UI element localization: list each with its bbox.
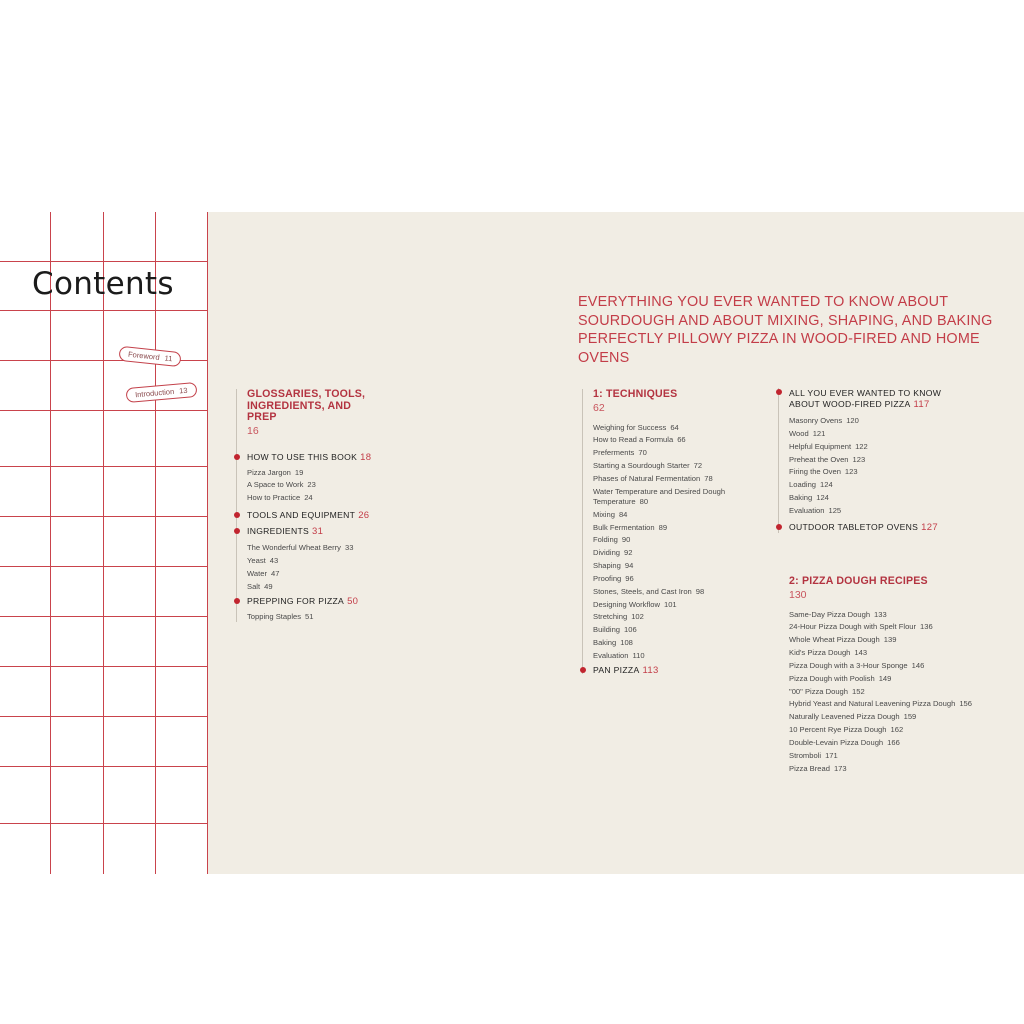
item-label: Same-Day Pizza Dough <box>789 609 871 619</box>
item-label: Folding <box>593 535 618 545</box>
item-page: 72 <box>693 461 703 471</box>
list-item[interactable] <box>789 634 1009 647</box>
item-page: 149 <box>878 673 892 683</box>
item-label: Preheat the Oven <box>789 454 849 464</box>
item-label: Phases of Natural Fermentation <box>593 473 701 483</box>
item-label: Stromboli <box>789 750 822 760</box>
list-item[interactable] <box>247 568 382 581</box>
item-label: Firing the Oven <box>789 467 841 477</box>
list-item[interactable] <box>593 586 763 599</box>
item-page: 84 <box>618 509 628 519</box>
item-label: Mixing <box>593 509 615 519</box>
tab-page: 11 <box>164 353 173 364</box>
list-item[interactable] <box>593 560 763 573</box>
item-page: 89 <box>658 522 668 532</box>
item-page: 23 <box>307 480 316 490</box>
section-glossaries <box>247 389 382 624</box>
page-title: Contents <box>32 266 174 302</box>
item-page: 64 <box>670 422 679 432</box>
tagline: EVERYTHING YOU EVER WANTED TO KNOW ABOUT SOURDOUGH AND ABOUT MIXING, SHAPING, AND BAKING PERFECTLY PILLOWY PIZZA IN WOOD-FIRED AND HOME OVENS <box>578 294 993 366</box>
item-label: Loading <box>789 480 817 490</box>
bullet-dot <box>776 389 782 395</box>
item-label: "00" Pizza Dough <box>789 686 849 696</box>
grid-panel <box>0 212 208 874</box>
subsection-title-cont: ABOUT WOOD-FIRED PIZZA <box>789 398 911 409</box>
list-item[interactable] <box>247 467 382 480</box>
list-item[interactable] <box>789 454 1009 467</box>
list-item[interactable] <box>593 522 763 535</box>
list-item[interactable] <box>789 698 1009 711</box>
item-page: 101 <box>663 599 677 609</box>
list-item[interactable] <box>593 624 763 637</box>
item-label: Double-Levain Pizza Dough <box>789 737 884 747</box>
subsection-page: 26 <box>358 510 370 522</box>
item-page: 49 <box>264 581 273 591</box>
list-item[interactable] <box>593 534 763 547</box>
tab-label: Introduction <box>134 386 175 400</box>
tab-label: Foreword <box>127 349 161 362</box>
bullet-dot <box>234 512 240 518</box>
subsection-heading[interactable] <box>247 596 382 607</box>
bullet-dot <box>580 667 586 673</box>
list-item[interactable] <box>247 611 382 624</box>
item-page: 139 <box>883 635 897 645</box>
item-label: Building <box>593 625 621 635</box>
section-wood-fired <box>789 388 1009 533</box>
subsection-page: 31 <box>312 526 324 538</box>
item-page: 136 <box>920 622 933 632</box>
item-page: 90 <box>621 535 631 545</box>
item-page: 43 <box>269 555 279 565</box>
section-title: GLOSSARIES, TOOLS, INGREDIENTS, AND PREP <box>247 388 366 423</box>
list-item[interactable] <box>789 711 1009 724</box>
item-label: Dividing <box>593 548 621 558</box>
item-page: 66 <box>677 435 686 445</box>
list-item[interactable] <box>789 750 1009 763</box>
item-label: How to Read a Formula <box>593 435 674 445</box>
bullet-dot <box>776 524 782 530</box>
item-label-cont: Temperature <box>593 496 636 506</box>
item-label: Baking <box>593 638 617 648</box>
list-item[interactable] <box>247 542 382 555</box>
item-label: Naturally Leavened Pizza Dough <box>789 712 900 722</box>
item-label: Yeast <box>247 555 266 565</box>
section-page: 130 <box>789 588 807 601</box>
item-page: 94 <box>624 561 634 571</box>
list-item[interactable] <box>593 447 763 460</box>
section-page: 16 <box>247 424 259 437</box>
list-item[interactable] <box>789 660 1009 673</box>
item-page: 166 <box>887 737 900 747</box>
item-page: 152 <box>852 686 865 696</box>
item-label: Kid's Pizza Dough <box>789 648 851 658</box>
subsection-heading[interactable] <box>789 388 1009 410</box>
list-item[interactable] <box>593 547 763 560</box>
item-label: Shaping <box>593 561 621 571</box>
tab-page: 13 <box>178 385 188 396</box>
item-page: 96 <box>625 573 634 583</box>
item-label: Wood <box>789 428 809 438</box>
subsection-page: 18 <box>360 451 372 463</box>
item-page: 33 <box>344 543 354 553</box>
item-page: 122 <box>855 441 868 451</box>
list-item[interactable] <box>789 466 1009 479</box>
list-item[interactable] <box>789 686 1009 699</box>
item-page: 47 <box>270 568 280 578</box>
list-item[interactable] <box>789 621 1009 634</box>
item-label: The Wonderful Wheat Berry <box>247 543 341 553</box>
item-label: Hybrid Yeast and Natural Leavening Pizza Dough <box>789 699 956 709</box>
list-item[interactable] <box>789 737 1009 750</box>
list-item[interactable] <box>247 492 382 505</box>
item-label: 24-Hour Pizza Dough with Spelt Flour <box>789 622 917 632</box>
item-label: Water Temperature and Desired Dough <box>593 486 726 496</box>
subsection-heading[interactable] <box>593 665 763 676</box>
item-page: 124 <box>816 493 829 503</box>
item-page: 70 <box>638 448 647 458</box>
item-label: Bulk Fermentation <box>593 522 655 532</box>
item-page: 125 <box>828 505 842 515</box>
section-techniques <box>593 389 763 676</box>
subsection-heading[interactable] <box>247 510 382 521</box>
item-label: Preferments <box>593 448 635 458</box>
list-item[interactable] <box>593 611 763 624</box>
list-item[interactable] <box>593 637 763 650</box>
item-label: Pizza Bread <box>789 763 830 773</box>
item-label: Designing Workflow <box>593 599 660 609</box>
section-page: 62 <box>593 401 605 414</box>
list-item[interactable] <box>593 460 763 473</box>
list-item[interactable] <box>789 492 1009 505</box>
list-item[interactable] <box>789 428 1009 441</box>
list-item[interactable] <box>789 673 1009 686</box>
item-label: Masonry Ovens <box>789 416 843 425</box>
item-page: 98 <box>695 586 705 596</box>
item-page: 108 <box>620 638 633 648</box>
subsection-title: PAN PIZZA <box>593 664 640 675</box>
list-item[interactable] <box>789 479 1009 492</box>
subsection-title: OUTDOOR TABLETOP OVENS <box>789 521 919 532</box>
item-label: Helpful Equipment <box>789 441 852 451</box>
item-page: 80 <box>639 496 649 506</box>
section-title: 1: TECHNIQUES <box>593 388 678 400</box>
list-item[interactable] <box>593 650 763 663</box>
subsection-page: 50 <box>347 596 359 608</box>
item-page: 133 <box>874 609 887 619</box>
item-page: 110 <box>632 651 645 660</box>
item-page: 120 <box>846 416 859 425</box>
item-page: 162 <box>890 725 904 735</box>
subsection-title: INGREDIENTS <box>247 526 310 537</box>
list-item[interactable] <box>593 486 763 509</box>
list-item[interactable] <box>593 599 763 612</box>
item-page: 24 <box>304 493 313 503</box>
subsection-title: TOOLS AND EQUIPMENT <box>247 510 356 521</box>
list-item[interactable] <box>593 473 763 486</box>
item-label: How to Practice <box>247 493 301 503</box>
item-label: Stones, Steels, and Cast Iron <box>593 586 692 596</box>
item-page: 51 <box>305 612 314 622</box>
item-page: 173 <box>833 763 847 773</box>
item-label: Whole Wheat Pizza Dough <box>789 635 880 645</box>
item-label: Evaluation <box>593 651 629 660</box>
subsection-page: 127 <box>921 521 938 533</box>
item-label: 10 Percent Rye Pizza Dough <box>789 725 887 735</box>
subsection-heading[interactable] <box>247 452 382 463</box>
subsection-page: 117 <box>913 398 930 410</box>
item-label: Starting a Sourdough Starter <box>593 461 690 471</box>
list-item[interactable] <box>789 724 1009 737</box>
section-recipes <box>789 576 1009 775</box>
item-label: A Space to Work <box>247 480 304 490</box>
item-page: 156 <box>959 699 972 709</box>
item-page: 123 <box>852 454 866 464</box>
item-page: 146 <box>911 660 925 670</box>
item-label: Stretching <box>593 612 628 622</box>
item-page: 143 <box>854 648 868 658</box>
item-page: 121 <box>812 428 826 438</box>
item-label: Topping Staples <box>247 612 302 622</box>
bullet-dot <box>234 528 240 534</box>
item-page: 92 <box>624 548 633 558</box>
bullet-dot <box>234 454 240 460</box>
item-label: Pizza Dough with Poolish <box>789 673 875 683</box>
item-page: 123 <box>844 467 858 477</box>
item-label: Baking <box>789 493 813 503</box>
item-label: Water <box>247 568 267 578</box>
list-item[interactable] <box>789 415 1009 428</box>
item-label: Weighing for Success <box>593 422 667 432</box>
item-page: 102 <box>631 612 644 622</box>
list-item[interactable] <box>789 441 1009 454</box>
item-label: Evaluation <box>789 505 825 515</box>
list-item[interactable] <box>593 573 763 586</box>
subsection-heading[interactable] <box>247 526 382 537</box>
list-item[interactable] <box>247 479 382 492</box>
item-page: 106 <box>624 625 637 635</box>
list-item[interactable] <box>789 609 1009 622</box>
subsection-title: ALL YOU EVER WANTED TO KNOW <box>789 388 942 398</box>
item-label: Proofing <box>593 573 622 583</box>
item-label: Pizza Jargon <box>247 467 291 477</box>
subsection-heading[interactable] <box>789 522 1009 533</box>
list-item[interactable] <box>593 434 763 447</box>
list-item[interactable] <box>247 555 382 568</box>
item-label: Pizza Dough with a 3-Hour Sponge <box>789 660 908 670</box>
item-page: 124 <box>820 480 833 490</box>
subsection-title: PREPPING FOR PIZZA <box>247 596 345 607</box>
item-page: 171 <box>825 750 838 760</box>
list-item[interactable] <box>789 505 1009 518</box>
section-title: 2: PIZZA DOUGH RECIPES <box>789 575 928 587</box>
subsection-title: HOW TO USE THIS BOOK <box>247 451 358 462</box>
subsection-page: 113 <box>642 664 659 676</box>
list-item[interactable] <box>789 647 1009 660</box>
item-page: 159 <box>903 712 917 722</box>
list-item[interactable] <box>247 581 382 594</box>
list-item[interactable] <box>593 509 763 522</box>
list-item[interactable] <box>789 763 1009 776</box>
item-page: 19 <box>294 467 304 477</box>
list-item[interactable] <box>593 422 763 435</box>
item-page: 78 <box>704 473 713 483</box>
item-label: Salt <box>247 581 261 591</box>
grid-lines <box>0 212 208 874</box>
